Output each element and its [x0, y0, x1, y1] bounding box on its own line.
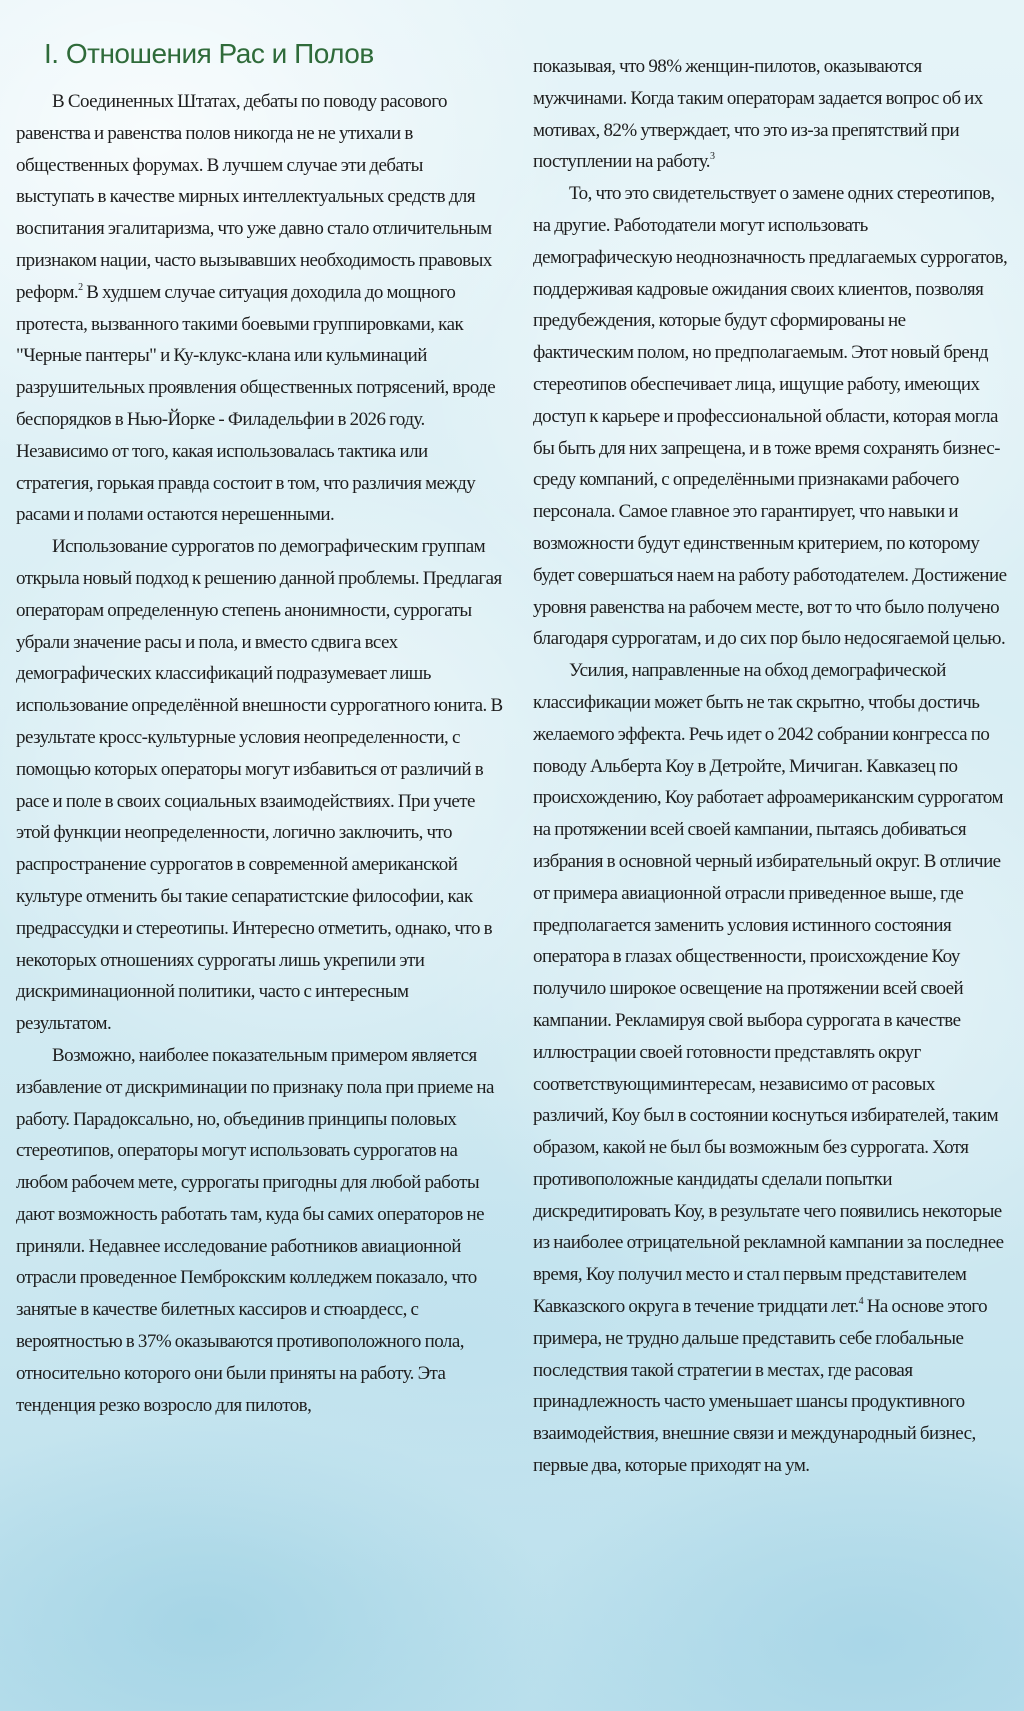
left-paragraph-3: Возможно, наиболее показательным примером является избавление от дискриминации по признаку пола при приеме на работу. Парадоксально, но, объединив принципы половых стереотипов, операторы могут использовать суррогатов на любом рабочем мете, суррогаты пригодны для любой работы дают возможность работать там, куда бы самих операторов не приняли. Недавнее исследование работников авиационной отрасли проведенное Пемброкским колледжем показало, что занятые в качестве билетных кассиров и стюардесс, с вероятностью в 37% оказываются противоположного пола, относительно которого они были приняты на работу. Эта тенденция резко возросло для пилотов, — [16, 1044, 494, 1416]
right-paragraph-1 — [533, 51, 1009, 178]
right-paragraph-2: То, что это свидетельствует о замене одних стереотипов, на другие. Работодатели могут использовать демографическую неоднозначность предлагаемых суррогатов, поддерживая кадровые ожидания своих клиентов, позволяя предубеждения, которые будут сформированы не фактическим полом, но предполагаемым. Этот новый бренд стереотипов обеспечивает лица, ищущие работу, имеющих доступ к карьере и профессиональной области, которая могла бы быть для них запрещена, и в тоже время сохранять бизнес-среду компаний, с определёнными признаками рабочего персонала. Самое главное это гарантирует, что навыки и возможности будут единственным критерием, по которому будет совершаться наем на работу работодателем. Достижение уровня равенства на рабочем месте, вот то что было получено благодаря суррогатам, и до сих пор было недосягаемой целью. — [533, 183, 1008, 650]
footnote-marker-4: 4 — [858, 1296, 864, 1308]
left-paragraph-1 — [16, 86, 504, 531]
left-paragraph-1-text-b: В худшем случае ситуация доходила до мощного протеста, вызванного такими боевыми группировками, как "Черные пантеры" и Ку-клукс-клана или кульминаций разрушительных проявления общественных потрясений, вроде беспорядков в Нью-Йорке - Филадельфии в 2026 году. Независимо от того, какая использовалась тактика или стратегия, горькая правда состоит в том, что различия между расами и полами остаются нерешенными. — [16, 281, 496, 526]
right-paragraph-3 — [533, 655, 1009, 1482]
left-paragraph-2: Использование суррогатов по демографическим группам открыла новый подход к решению данной проблемы. Предлагая операторам определенную степень анонимности, суррогаты убрали значение расы и пола, и вместо сдвига всех демографических классификаций подразумевает лишь использование определённой внешности суррогатного юнита. В результате кросс-культурные условия неопределенности, с помощью которых операторы могут избавиться от различий в расе и поле в своих социальных взаимодействиях. При учете этой функции неопределенности, логично заключить, что распространение суррогатов в современной американской культуре отменить бы такие сепаратистские философии, как предрассудки и стереотипы. Интересно отметить, однако, что в некоторых отношениях суррогаты лишь укрепили эти дискриминационной политики, часто с интересным результатом. — [16, 536, 503, 1035]
footnote-marker-2: 2 — [78, 281, 83, 293]
right-paragraph-1-text: показывая, что 98% женщин-пилотов, оказываются мужчинами. Когда таким операторам задается вопрос об их мотивах, 82% утверждает, что это из-за препятствий при поступлении на работу. — [533, 56, 983, 173]
right-paragraph-3-text-a: Усилия, направленные на обход демографической классификации может быть не так скрытно, чтобы достичь желаемого эффекта. Речь идет о 2042 собрании конгресса по поводу Альберта Коу в Детройте, Мичиган. Кавказец по происхождению, Коу работает афроамериканским суррогатом на протяжении всей своей кампании, пытаясь добиваться избрания в основной черный избирательный округ. В отличие от примера авиационной отрасли приведенное выше, где предполагается заменить условия истинного состояния оператора в глазах общественности, происхождение Коу получило широкое освещение на протяжении всей своей кампании. Рекламируя свой выбора суррогата в качестве иллюстрации своей готовности представлять округ соответствующиминтересам, независимо от расовых различий, Коу был в состоянии коснуться избирателей, таким образом, какой не был бы возможным без суррогата. Хотя противоположные кандидаты сделали попытки дискредитировать Коу, в результате чего появились некоторые из наиболее отрицательной рекламной кампании за последнее время, Коу получил место и стал первым представителем Кавказского округа в течение тридцати лет. — [533, 660, 1004, 1318]
left-column — [16, 0, 504, 1421]
left-paragraph-1-text-a: В Соединенных Штатах, дебаты по поводу расового равенства и равенства полов никогда не не утихали в общественных форумах. В лучшем случае эти дебаты выступать в качестве мирных интеллектуальных средств для воспитания эгалитаризма, что уже давно стало отличительным признаком нации, часто вызывавших необходимость правовых реформ. — [16, 91, 492, 303]
right-paragraph-3-text-b: На основе этого примера, не трудно дальше представить себе глобальные последствия такой стратегии в местах, где расовая принадлежность часто уменьшает шансы продуктивного взаимодействия, внешние связи и международный бизнес, первые два, которые приходят на ум. — [533, 1296, 988, 1477]
footnote-marker-3: 3 — [709, 151, 715, 163]
section-title: I. Отношения Рас и Полов — [44, 38, 374, 69]
right-column — [533, 0, 1009, 1482]
